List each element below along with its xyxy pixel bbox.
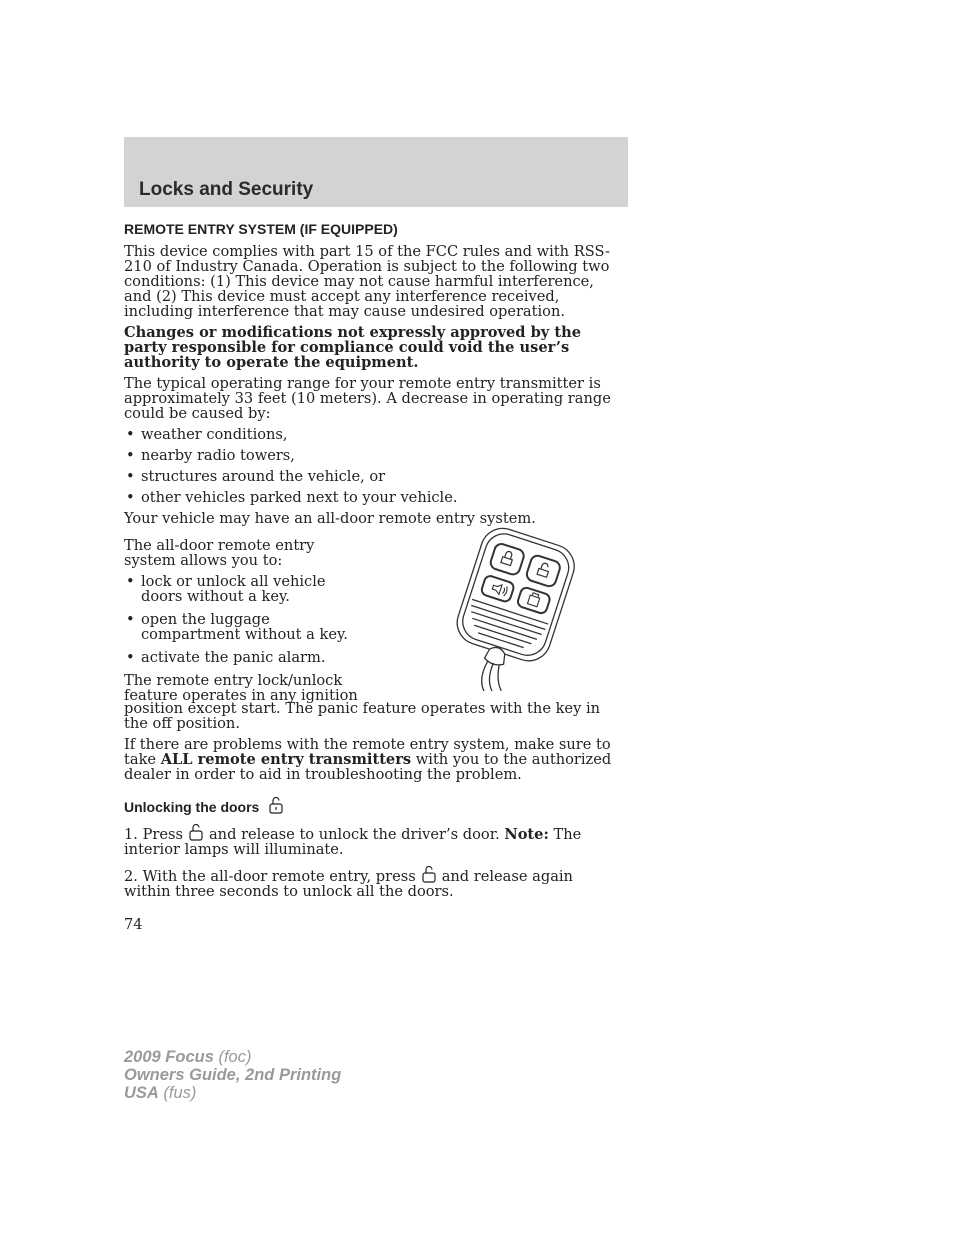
all-door-intro: Your vehicle may have an all-door remote entry system.: [124, 510, 536, 527]
ignition-paragraph-start: The remote entry lock/unlock feature operates in any ignition: [124, 672, 358, 704]
footer-guide: Owners Guide, 2nd Printing: [124, 1066, 342, 1084]
page-number: 74: [124, 916, 143, 933]
list-item: • nearby radio towers,: [124, 448, 624, 463]
unlocking-title: Unlocking the doors: [124, 796, 624, 815]
unlock-step-2: 2. With the all-door remote entry, press and release again within three seconds to unlock all the doors.: [124, 865, 624, 899]
page-content: [124, 222, 624, 938]
footer-market: USA (fus): [124, 1084, 197, 1102]
section-title: REMOTE ENTRY SYSTEM (IF EQUIPPED): [124, 221, 398, 237]
problems-paragraph: If there are problems with the remote entry system, make sure to take ALL remote entry transmitters with you to the authorized dealer in order to aid in troubleshooting the problem.: [124, 736, 612, 783]
list-item: • weather conditions,: [124, 427, 624, 442]
list-item: • lock or unlock all vehicle doors without a key.: [124, 574, 364, 604]
unlock-icon: [422, 865, 436, 883]
unlock-icon: [269, 796, 283, 814]
section-header-band: [124, 137, 628, 207]
ignition-paragraph-end: position except start. The panic feature operates with the key in the off position.: [124, 700, 601, 732]
range-paragraph: The typical operating range for your remote entry transmitter is approximately 33 feet (10 meters). A decrease in operating range could be caused by:: [124, 375, 611, 422]
remote-features-text: [124, 538, 364, 703]
remote-key-fob-illustration: [442, 526, 582, 691]
chapter-title: Locks and Security: [139, 179, 314, 200]
list-item: • open the luggage compartment without a key.: [124, 612, 364, 642]
warning-paragraph: Changes or modifications not expressly approved by the party responsible for compliance could void the user’s authority to operate the equipment.: [124, 324, 581, 371]
list-item: • activate the panic alarm.: [124, 650, 364, 665]
list-item: • structures around the vehicle, or: [124, 469, 624, 484]
list-item: • other vehicles parked next to your vehicle.: [124, 490, 624, 505]
unlock-icon: [189, 823, 203, 841]
fcc-paragraph: This device complies with part 15 of the FCC rules and with RSS-210 of Industry Canada. Operation is subject to the following two conditions: (1) This device may not cause harmful interference, and (2) This device must accept any interference received, including interference that may cause undesired operation.: [124, 243, 610, 320]
unlock-step-1: 1. Press and release to unlock the driver’s door. Note: The interior lamps will illuminate.: [124, 823, 624, 857]
allows-intro: The all-door remote entry system allows you to:: [124, 537, 315, 569]
allows-list: [124, 574, 364, 665]
remote-features-block: [124, 538, 624, 703]
document-footer: [124, 1048, 341, 1102]
range-causes-list: [124, 427, 624, 505]
footer-model: 2009 Focus (foc): [124, 1048, 252, 1066]
